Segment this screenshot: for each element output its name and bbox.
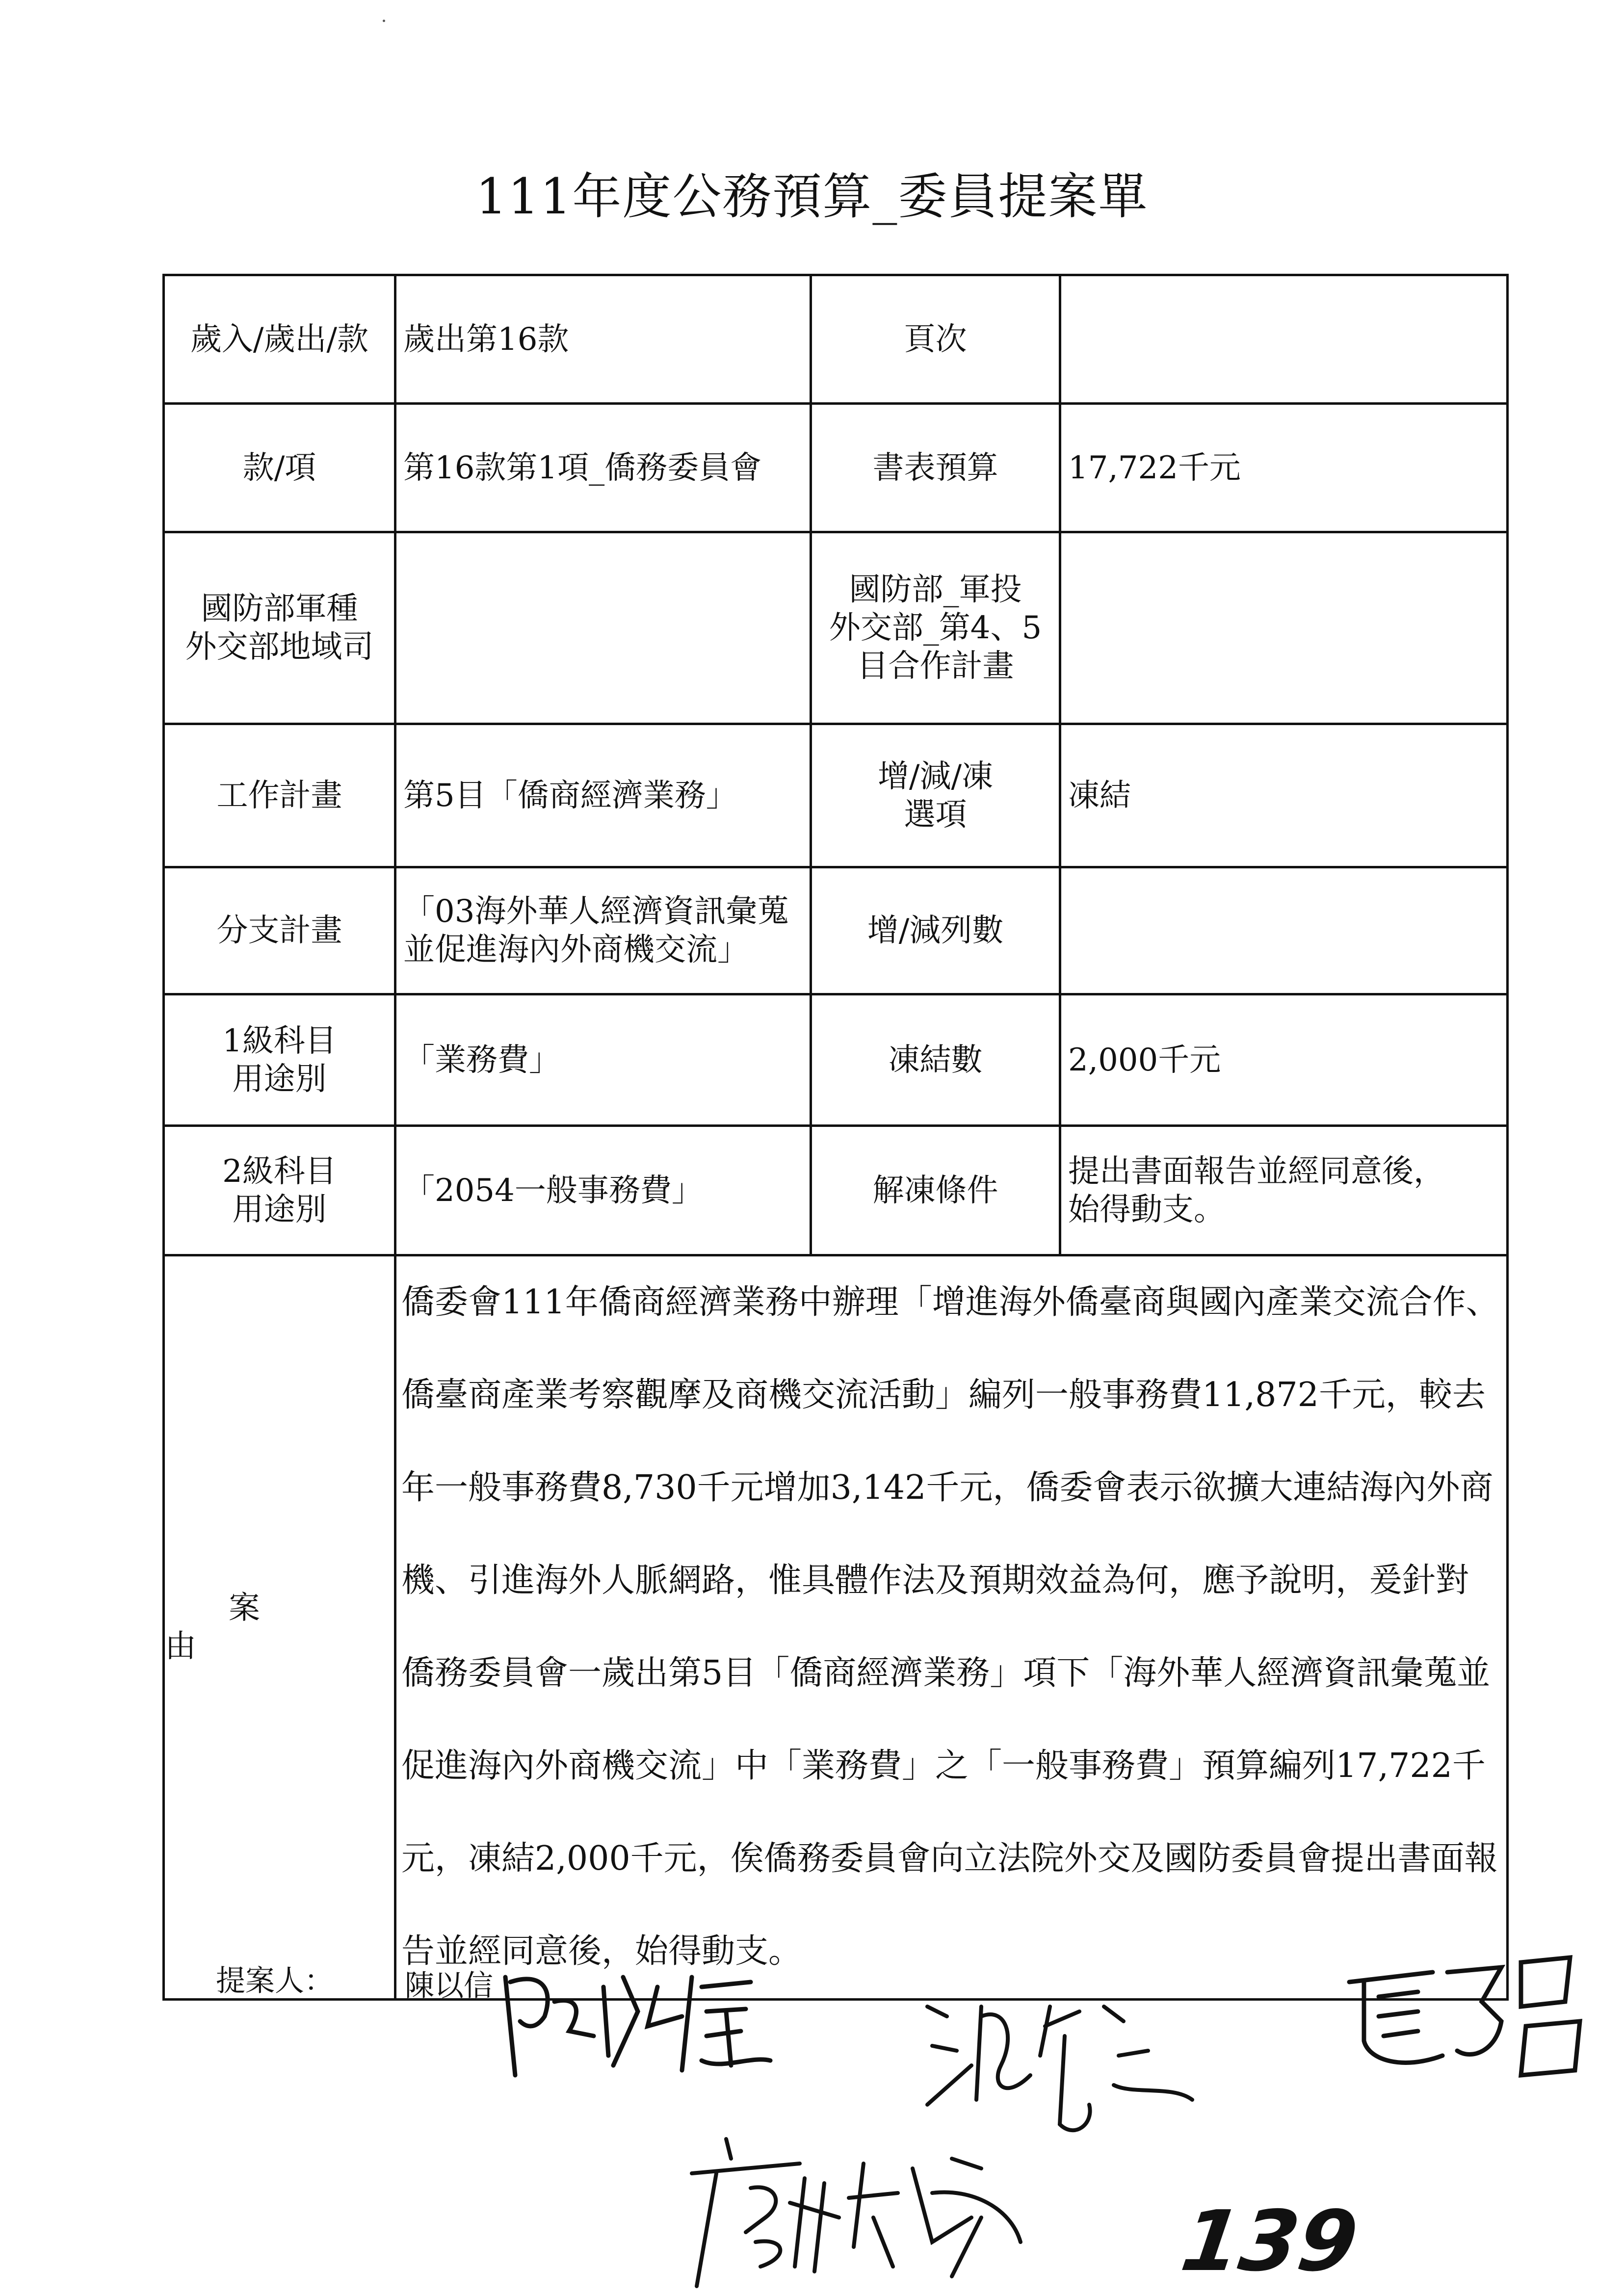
handwritten-page-number: 139 [1176, 2193, 1363, 2290]
reason-line: 僑臺商產業考察觀摩及商機交流活動」編列一般事務費11,872千元，較去 [401, 1376, 1486, 1414]
reason-content-cell [395, 1255, 1508, 2000]
field-label: 分支計畫 [164, 867, 395, 994]
reason-text [401, 1256, 1501, 1998]
field-label: 1級科目 用途別 [164, 994, 395, 1126]
field-value: 凍結 [1060, 724, 1508, 867]
reason-label: 案由 [165, 1590, 319, 1665]
reason-row [164, 1255, 1508, 2000]
scan-speck [383, 20, 385, 22]
field-label: 書表預算 [811, 404, 1060, 532]
form-row [164, 994, 1508, 1126]
form-row [164, 532, 1508, 724]
field-label: 國防部軍種 外交部地域司 [164, 532, 395, 724]
field-label: 款/項 [164, 404, 395, 532]
field-value: 「2054一般事務費」 [395, 1126, 811, 1255]
reason-line: 機、引進海外人脈網路，惟具體作法及預期效益為何，應予說明，爰針對 [401, 1561, 1469, 1600]
field-value [1060, 867, 1508, 994]
reason-label-cell [164, 1255, 395, 2000]
page-title: 111年度公務預算_委員提案單 [475, 168, 1149, 225]
signature-4 [677, 2119, 1079, 2296]
field-label: 增/減/凍 選項 [811, 724, 1060, 867]
field-value: 「業務費」 [395, 994, 811, 1126]
reason-line: 年一般事務費8,730千元增加3,142千元，僑委會表示欲擴大連結海內外商 [401, 1468, 1493, 1507]
field-label: 國防部_軍投 外交部_第4、5 目合作計畫 [811, 532, 1060, 724]
field-value [395, 532, 811, 724]
field-label: 增/減列數 [811, 867, 1060, 994]
reason-line: 僑務委員會一歲出第5目「僑商經濟業務」項下「海外華人經濟資訊彙蒐並 [401, 1654, 1491, 1693]
form-row [164, 1126, 1508, 1255]
form-row [164, 404, 1508, 532]
signature-1 [496, 1957, 849, 2085]
field-value [1060, 532, 1508, 724]
field-value: 2,000千元 [1060, 994, 1508, 1126]
reason-line: 告並經同意後，始得動支。 [401, 1932, 802, 1971]
field-value: 17,722千元 [1060, 404, 1508, 532]
form-row [164, 275, 1508, 404]
signature-3 [1335, 1943, 1599, 2100]
field-label: 工作計畫 [164, 724, 395, 867]
field-label: 凍結數 [811, 994, 1060, 1126]
field-value: 提出書面報告並經同意後， 始得動支。 [1060, 1126, 1508, 1255]
field-value: 第16款第1項_僑務委員會 [395, 404, 811, 532]
reason-line: 僑委會111年僑商經濟業務中辦理「增進海外僑臺商與國內產業交流合作、 [401, 1283, 1499, 1322]
reason-line: 元，凍結2,000千元，俟僑務委員會向立法院外交及國防委員會提出書面報 [401, 1839, 1498, 1878]
field-label: 頁次 [811, 275, 1060, 404]
field-label: 解凍條件 [811, 1126, 1060, 1255]
field-value: 「03海外華人經濟資訊彙蒐 並促進海內外商機交流」 [395, 867, 811, 994]
proposer-label: 提案人： [216, 1964, 334, 1998]
field-label: 2級科目 用途別 [164, 1126, 395, 1255]
form-row [164, 724, 1508, 867]
proposal-form-table [162, 274, 1509, 2001]
field-label: 歲入/歲出/款 [164, 275, 395, 404]
reason-line: 促進海內外商機交流」中「業務費」之「一般事務費」預算編列17,722千 [401, 1747, 1486, 1785]
proposer-name: 陳以信 [405, 1969, 493, 2003]
signature-2 [917, 1977, 1271, 2144]
field-value [1060, 275, 1508, 404]
field-value: 歲出第16款 [395, 275, 811, 404]
field-value: 第5目「僑商經濟業務」 [395, 724, 811, 867]
form-row [164, 867, 1508, 994]
